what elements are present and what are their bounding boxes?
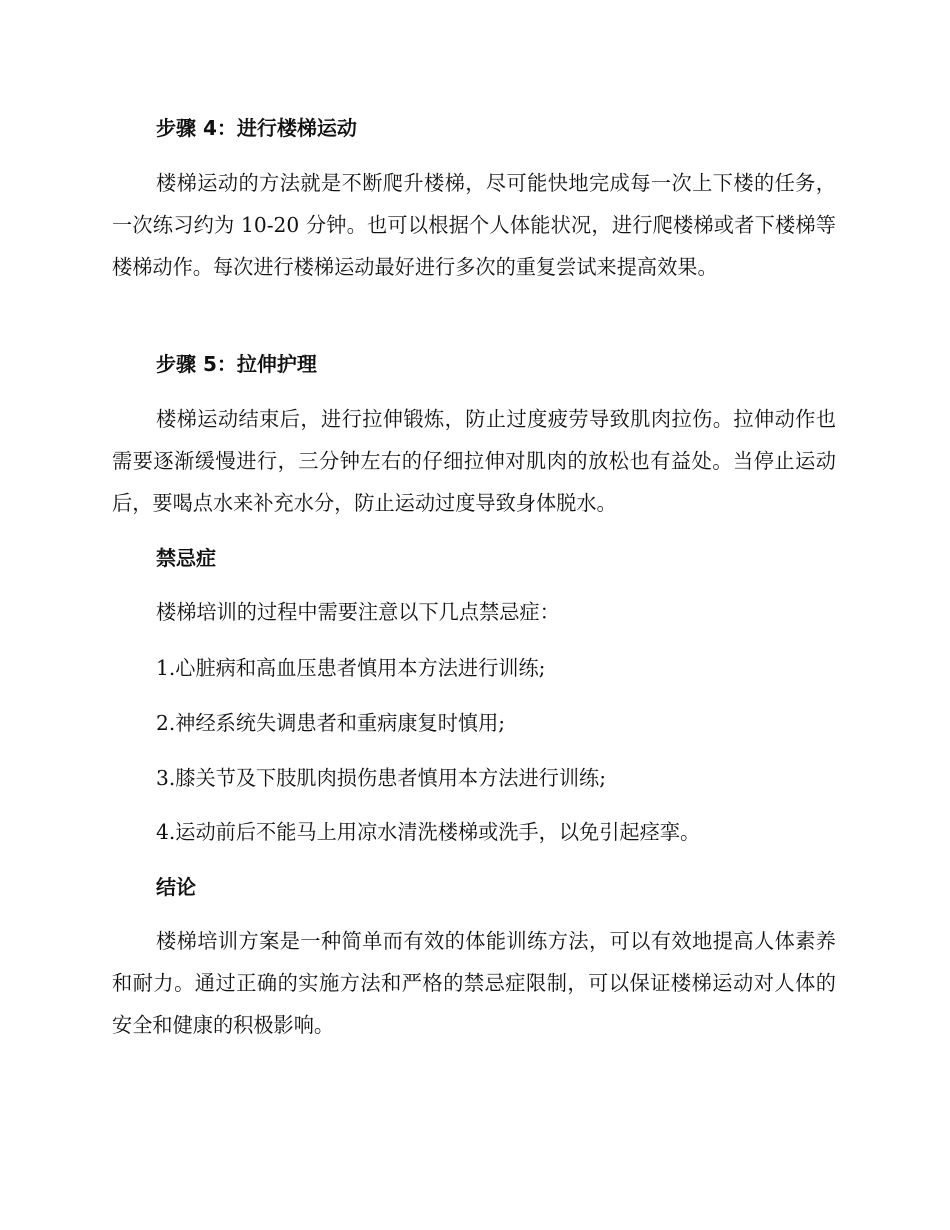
conclusion-paragraph: 楼梯培训方案是一种简单而有效的体能训练方法，可以有效地提高人体素养和耐力。通过正确的实施方法和严格的禁忌症限制，可以保证楼梯运动对人体的安全和健康的积极影响。 [112,929,836,1037]
contraindication-item-4: 4.运动前后不能马上用凉水清洗楼梯或洗手，以免引起痉挛。 [156,820,701,844]
step4-paragraph: 楼梯运动的方法就是不断爬升楼梯，尽可能快地完成每一次上下楼的任务，一次练习约为 10-20 分钟。也可以根据个人体能状况，进行爬楼梯或者下楼梯等楼梯动作。每次进行楼梯运动最好进行多次的重复尝试来提高效果。 [112,171,836,279]
contraindications-intro: 楼梯培训的过程中需要注意以下几点禁忌症： [156,600,560,624]
step4-heading: 步骤 4：进行楼梯运动 [156,116,357,140]
step5-heading: 步骤 5：拉伸护理 [156,352,317,376]
contraindication-item-3: 3.膝关节及下肢肌肉损伤患者慎用本方法进行训练; [156,766,607,790]
contraindication-item-1: 1.心脏病和高血压患者慎用本方法进行训练; [156,656,546,680]
contraindication-item-2: 2.神经系统失调患者和重病康复时慎用; [156,711,506,735]
step5-paragraph: 楼梯运动结束后，进行拉伸锻炼，防止过度疲劳导致肌肉拉伤。拉伸动作也需要逐渐缓慢进行，三分钟左右的仔细拉伸对肌肉的放松也有益处。当停止运动后，要喝点水来补充水分，防止运动过度导致身体脱水。 [112,407,836,515]
conclusion-heading: 结论 [156,875,196,899]
contraindications-heading: 禁忌症 [156,546,216,570]
